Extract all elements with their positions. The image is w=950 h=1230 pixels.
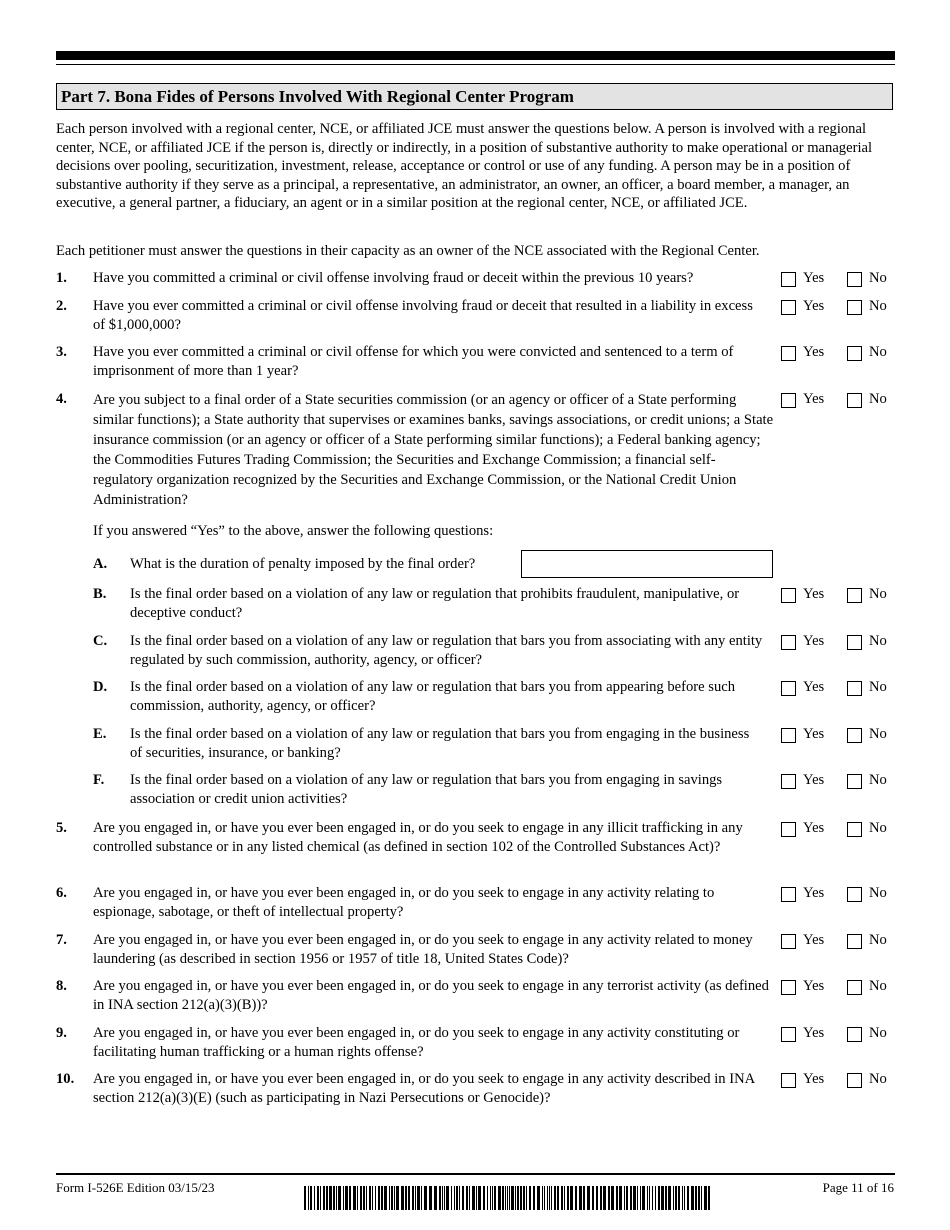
subquestion-text: Is the final order based on a violation of any law or regulation that bars you from engaging in the business of securities, insurance, or banking? <box>130 726 750 761</box>
question-text: Are you engaged in, or have you ever been engaged in, or do you seek to engage in any activity described in INA section 212(a)(3)(E) (such as participating in Nazi Persecutions or Genocide)? <box>93 1071 755 1106</box>
no-checkbox[interactable] <box>847 393 862 408</box>
yes-label: Yes <box>803 297 825 314</box>
no-label: No <box>869 977 887 994</box>
question-number: 10. <box>56 1071 75 1087</box>
yes-checkbox[interactable] <box>781 393 796 408</box>
no-checkbox[interactable] <box>847 1027 862 1042</box>
no-label: No <box>869 269 887 286</box>
subquestion-letter: D. <box>93 679 108 695</box>
no-label: No <box>869 1024 887 1041</box>
no-checkbox[interactable] <box>847 980 862 995</box>
question-text: Are you engaged in, or have you ever been engaged in, or do you seek to engage in any activity constituting or facilitating human trafficking or a human rights offense? <box>93 1025 740 1060</box>
subquestion-text: Is the final order based on a violation of any law or regulation that bars you from associating with any entity regulated by such commission, authority, agency, or officer? <box>130 633 763 668</box>
no-label: No <box>869 771 887 788</box>
followup-intro: If you answered “Yes” to the above, answer the following questions: <box>93 523 494 539</box>
intro-paragraph: Each person involved with a regional center, NCE, or affiliated JCE must answer the questions below. A person is involved with a regional center, NCE, or affiliated JCE if the person is, directly or indirectly, in a position of substantive authority to make operational or managerial decisions over pooling, securitization, investment, release, acceptance or control or use of any funding. A person may be in a position of substantive authority if they serve as a principal, a representative, an administrator, an owner, an officer, a board member, a manager, an executive, a general partner, a fiduciary, an agent or in a similar position at the regional center, NCE, or affiliated JCE. <box>56 121 873 211</box>
yes-no-group <box>781 390 893 408</box>
question-text: Are you engaged in, or have you ever been engaged in, or do you seek to engage in any terrorist activity (as defined in INA section 212(a)(3)(B))? <box>93 978 769 1013</box>
no-checkbox[interactable] <box>847 635 862 650</box>
yes-no-group <box>781 297 893 315</box>
yes-label: Yes <box>803 771 825 788</box>
no-checkbox[interactable] <box>847 300 862 315</box>
subquestion-letter: A. <box>93 556 108 572</box>
no-checkbox[interactable] <box>847 728 862 743</box>
no-checkbox[interactable] <box>847 588 862 603</box>
no-checkbox[interactable] <box>847 272 862 287</box>
yes-label: Yes <box>803 585 825 602</box>
page-number: Page 11 of 16 <box>822 1180 894 1195</box>
no-label: No <box>869 343 887 360</box>
yes-label: Yes <box>803 343 825 360</box>
no-label: No <box>869 931 887 948</box>
yes-label: Yes <box>803 1024 825 1041</box>
question-number: 3. <box>56 344 67 360</box>
yes-checkbox[interactable] <box>781 300 796 315</box>
no-label: No <box>869 725 887 742</box>
yes-no-group <box>781 725 893 743</box>
yes-label: Yes <box>803 931 825 948</box>
yes-label: Yes <box>803 632 825 649</box>
no-label: No <box>869 297 887 314</box>
no-label: No <box>869 884 887 901</box>
yes-checkbox[interactable] <box>781 681 796 696</box>
part-7-header: Part 7. Bona Fides of Persons Involved With Regional Center Program <box>56 83 893 110</box>
yes-no-group <box>781 343 893 361</box>
yes-label: Yes <box>803 977 825 994</box>
no-checkbox[interactable] <box>847 681 862 696</box>
yes-checkbox[interactable] <box>781 822 796 837</box>
no-checkbox[interactable] <box>847 774 862 789</box>
yes-no-group <box>781 269 893 287</box>
footer-rule <box>56 1173 895 1175</box>
top-rule-thick <box>56 51 895 60</box>
question-number: 1. <box>56 270 67 286</box>
yes-label: Yes <box>803 725 825 742</box>
no-label: No <box>869 390 887 407</box>
yes-checkbox[interactable] <box>781 728 796 743</box>
yes-label: Yes <box>803 1070 825 1087</box>
yes-no-group <box>781 585 893 603</box>
question-number: 5. <box>56 820 67 836</box>
question-text: Have you committed a criminal or civil offense involving fraud or deceit within the previous 10 years? <box>93 270 694 286</box>
no-checkbox[interactable] <box>847 822 862 837</box>
no-checkbox[interactable] <box>847 346 862 361</box>
no-label: No <box>869 678 887 695</box>
no-label: No <box>869 585 887 602</box>
barcode <box>304 1186 710 1210</box>
yes-no-group <box>781 678 893 696</box>
question-number: 9. <box>56 1025 67 1041</box>
penalty-duration-input[interactable] <box>521 550 773 578</box>
question-text: Are you engaged in, or have you ever been engaged in, or do you seek to engage in any activity relating to espionage, sabotage, or theft of intellectual property? <box>93 885 715 920</box>
question-number: 7. <box>56 932 67 948</box>
yes-checkbox[interactable] <box>781 1073 796 1088</box>
subquestion-letter: E. <box>93 726 107 742</box>
no-checkbox[interactable] <box>847 1073 862 1088</box>
yes-no-group <box>781 771 893 789</box>
yes-checkbox[interactable] <box>781 980 796 995</box>
yes-no-group <box>781 632 893 650</box>
yes-checkbox[interactable] <box>781 934 796 949</box>
yes-checkbox[interactable] <box>781 774 796 789</box>
question-number: 2. <box>56 298 67 314</box>
yes-checkbox[interactable] <box>781 635 796 650</box>
subquestion-text: Is the final order based on a violation of any law or regulation that prohibits fraudulent, manipulative, or deceptive conduct? <box>130 586 740 621</box>
subquestion-text: What is the duration of penalty imposed by the final order? <box>130 556 476 572</box>
yes-checkbox[interactable] <box>781 346 796 361</box>
subquestion-text: Is the final order based on a violation of any law or regulation that bars you from engaging in savings association or credit union activities? <box>130 772 723 807</box>
yes-label: Yes <box>803 678 825 695</box>
subquestion-letter: B. <box>93 586 107 602</box>
petitioner-note: Each petitioner must answer the questions in their capacity as an owner of the NCE associated with the Regional Center. <box>56 243 760 259</box>
top-rule-thin <box>56 64 895 65</box>
yes-label: Yes <box>803 390 825 407</box>
yes-label: Yes <box>803 819 825 836</box>
no-label: No <box>869 632 887 649</box>
yes-no-group <box>781 819 893 837</box>
question-number: 4. <box>56 391 67 407</box>
yes-no-group <box>781 931 893 949</box>
subquestion-text: Is the final order based on a violation of any law or regulation that bars you from appearing before such commission, authority, agency, or officer? <box>130 679 736 714</box>
yes-no-group <box>781 1024 893 1042</box>
yes-checkbox[interactable] <box>781 272 796 287</box>
subquestion-letter: F. <box>93 772 105 788</box>
question-text: Are you engaged in, or have you ever been engaged in, or do you seek to engage in any activity related to money laundering (as described in section 1956 or 1957 of title 18, United States Code)? <box>93 932 753 967</box>
yes-no-group <box>781 884 893 902</box>
question-number: 6. <box>56 885 67 901</box>
yes-label: Yes <box>803 269 825 286</box>
subquestion-letter: C. <box>93 633 108 649</box>
question-text: Have you ever committed a criminal or civil offense for which you were convicted and sentenced to a term of imprisonment of more than 1 year? <box>93 344 734 379</box>
question-text: Are you engaged in, or have you ever been engaged in, or do you seek to engage in any illicit trafficking in any controlled substance or in any listed chemical (as defined in section 102 of the Controlled Substances Act)? <box>93 820 743 855</box>
question-text: Have you ever committed a criminal or civil offense involving fraud or deceit that resulted in a liability in excess of $1,000,000? <box>93 298 753 333</box>
no-label: No <box>869 819 887 836</box>
yes-no-group <box>781 1070 893 1088</box>
yes-no-group <box>781 977 893 995</box>
no-checkbox[interactable] <box>847 934 862 949</box>
question-number: 8. <box>56 978 67 994</box>
question-text: Are you subject to a final order of a State securities commission (or an agency or officer of a State performing similar functions); a State authority that supervises or examines banks, savings associations, or credit unions; a State insurance commission (or an agency or officer of a State performing similar functions); a Federal banking agency; the Commodities Futures Trading Commission; the Securities and Exchange Commission; a financial self-regulatory organization recognized by the Securities and Exchange Commission, or the National Credit Union Administration? <box>93 392 774 508</box>
no-label: No <box>869 1070 887 1087</box>
no-checkbox[interactable] <box>847 887 862 902</box>
yes-checkbox[interactable] <box>781 1027 796 1042</box>
yes-checkbox[interactable] <box>781 887 796 902</box>
yes-checkbox[interactable] <box>781 588 796 603</box>
form-edition: Form I-526E Edition 03/15/23 <box>56 1180 215 1195</box>
yes-label: Yes <box>803 884 825 901</box>
